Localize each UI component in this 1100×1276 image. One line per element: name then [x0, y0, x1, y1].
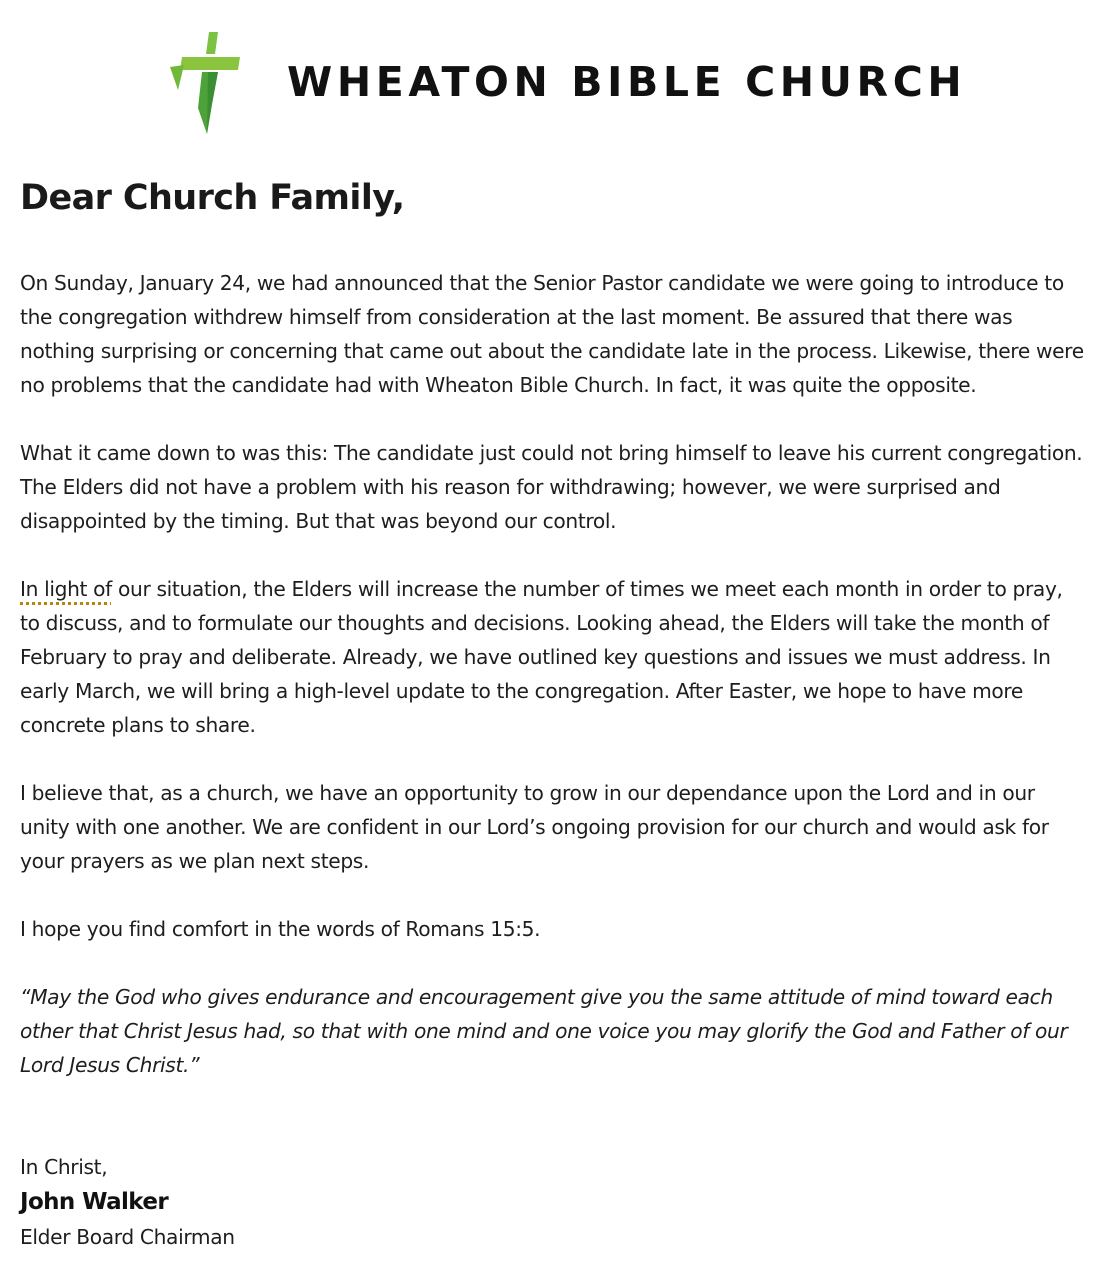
paragraph-2: What it came down to was this: The candidate just could not bring himself to leave his current congregation. The Elders did not have a problem with his reason for withdrawing; however, we were surprised and disappointed by the timing. But that was beyond our control. — [20, 441, 1083, 533]
salutation: Dear Church Family, — [20, 178, 405, 218]
paragraph-3 — [20, 572, 1088, 742]
scripture-quote: “May the God who gives endurance and encouragement give you the same attitude of mind toward each other that Christ Jesus had, so that with one mind and one voice you may glorify the God and Father of our Lord Jesus Christ.” — [20, 985, 1068, 1077]
paragraph-4: I believe that, as a church, we have an opportunity to grow in our dependance upon the Lord and in our unity with one another. We are confident in our Lord’s ongoing provision for our church and would ask for your prayers as we plan next steps. — [20, 781, 1049, 873]
closing: In Christ, — [20, 1155, 108, 1179]
paragraph-1: On Sunday, January 24, we had announced that the Senior Pastor candidate we were going to introduce to the congregation withdrew himself from consideration at the last moment. Be assured that there was nothing surprising or concerning that came out about the candidate late in the process. Likewise, there were no problems that the candidate had with Wheaton Bible Church. In fact, it was quite the opposite. — [20, 271, 1084, 397]
letter-body — [20, 170, 1088, 1254]
paragraph-5: I hope you find comfort in the words of Romans 15:5. — [20, 917, 541, 941]
letter-header — [0, 0, 1100, 150]
grammar-flagged-phrase[interactable]: In light of — [20, 577, 112, 601]
signer-title: Elder Board Chairman — [20, 1225, 235, 1249]
church-name: WHEATON BIBLE CHURCH — [287, 58, 967, 106]
paragraph-3-text: our situation, the Elders will increase the number of times we meet each month in order to pray, to discuss, and to formulate our thoughts and decisions. Looking ahead, the Elders will take the month of February to pray and deliberate. Already, we have outlined key questions and issues we must address. In early March, we will bring a high-level update to the congregation. After Easter, we hope to have more concrete plans to share. — [20, 577, 1063, 737]
signer-name: John Walker — [20, 1189, 169, 1215]
cross-icon — [168, 30, 244, 136]
